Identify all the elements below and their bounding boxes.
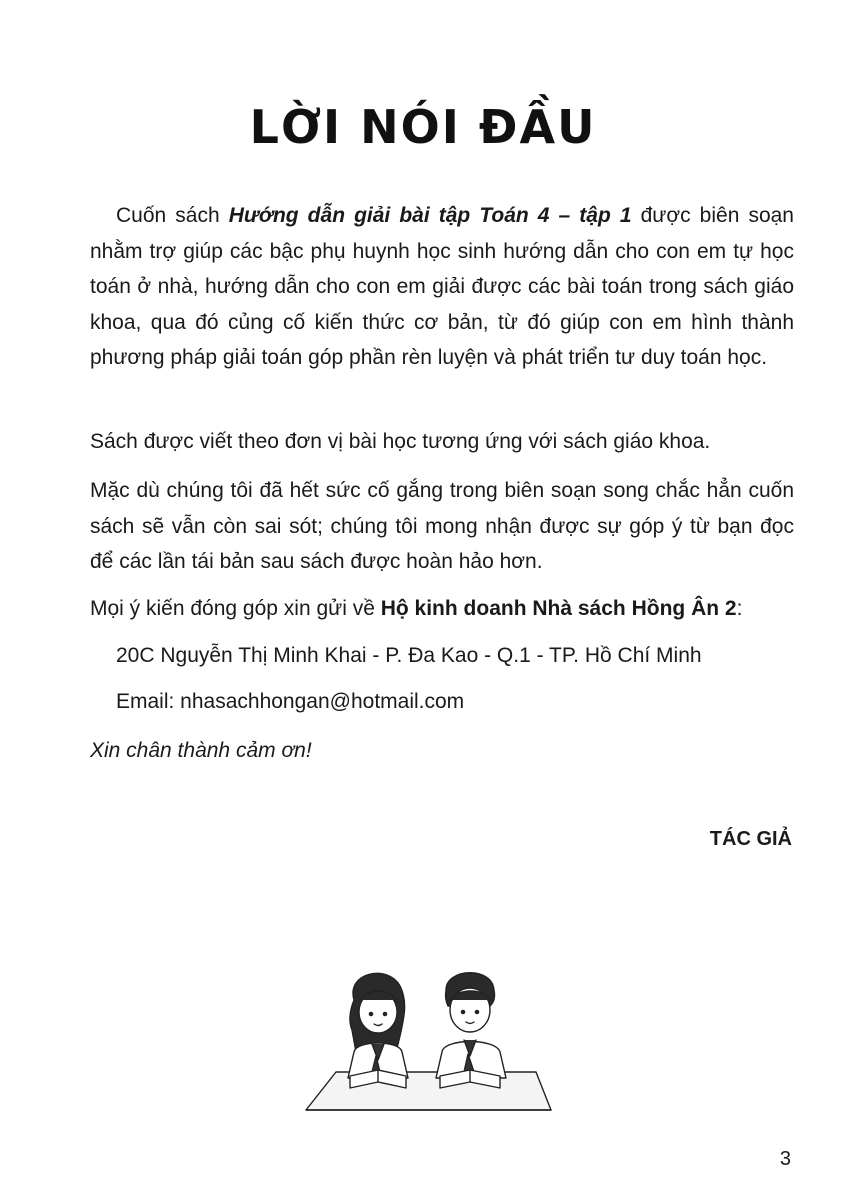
contact-colon: : (736, 597, 743, 620)
intro-lead: Cuốn sách (116, 204, 229, 227)
thanks-line: Xin chân thành cảm ơn! (90, 739, 312, 762)
intro-paragraph (90, 198, 794, 376)
contact-lead: Mọi ý kiến đóng góp xin gửi về (90, 597, 381, 620)
paragraph-errors (90, 473, 794, 580)
page-title: LỜI NÓI ĐẦU (249, 100, 597, 154)
paragraph-lesson-units (90, 424, 794, 460)
email-line: Email: nhasachhongan@hotmail.com (116, 690, 465, 713)
publisher-name: Hộ kinh doanh Nhà sách Hồng Ân 2 (380, 597, 737, 620)
author-signature: TÁC GIẢ (709, 828, 792, 850)
paragraph-2-text: Sách được viết theo đơn vị bài học tương ứng với sách giáo khoa. (90, 430, 711, 453)
page-number: 3 (779, 1148, 791, 1170)
paragraph-3-text: Mặc dù chúng tôi đã hết sức cố gắng trong biên soạn song chắc hẳn cuốn sách sẽ vẫn còn sai sót; chúng tôi mong nhận được sự góp ý từ bạn đọc để các lần tái bản sau sách được hoàn hảo hơn. (90, 479, 794, 573)
address-line: 20C Nguyễn Thị Minh Khai - P. Đa Kao - Q.1 - TP. Hồ Chí Minh (116, 644, 702, 667)
intro-rest: được biên soạn nhằm trợ giúp các bậc phụ huynh học sinh hướng dẫn cho con em tự học toán ở nhà, hướng dẫn cho con em giải được các bài toán trong sách giáo khoa, qua đó củng cố kiến thức cơ bản, từ đó giúp con em hình thành phương pháp giải toán góp phần rèn luyện và phát triển tư duy toán học. (90, 204, 794, 369)
contact-line (90, 591, 794, 627)
book-title: Hướng dẫn giải bài tập Toán 4 – tập 1 (228, 204, 632, 227)
two-students-reading-illustration (296, 960, 556, 1130)
